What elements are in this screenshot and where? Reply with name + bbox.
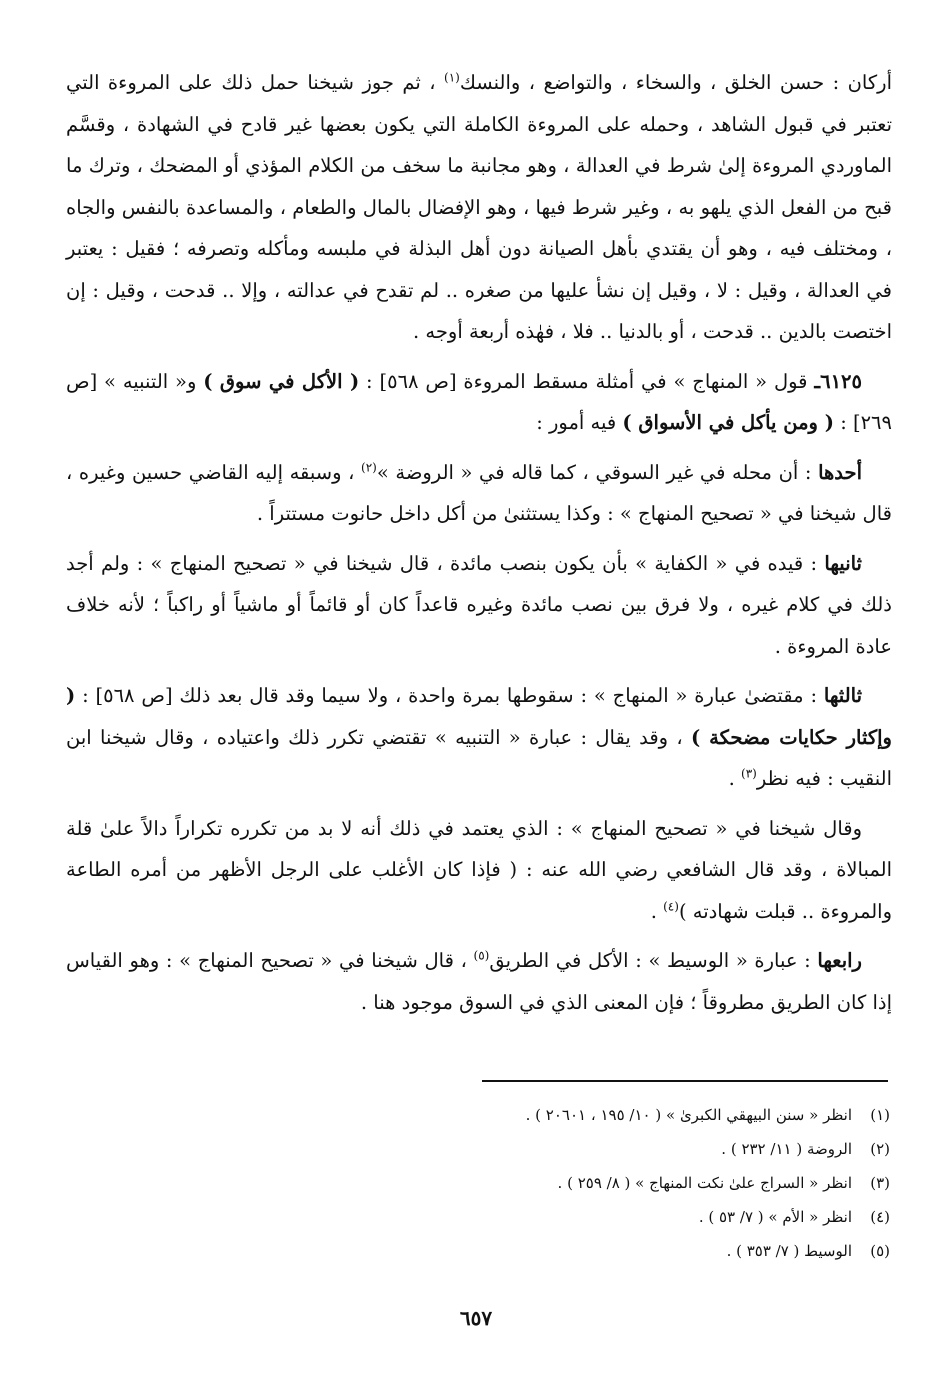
footnotes: [130, 1098, 890, 1268]
text-segment: ، ثم جوز شيخنا حمل ذلك على المروءة التي تعتبر في قبول الشاهد ، وحمله على المروءة الكاملة التي يكون بعضها غير قادح في الشهادة ، وقسَّم الماوردي المروءة إلىٰ شرط في العدالة ، وهو مجانبة ما سخف من الكلام المؤذي أو المضحك ، وترك ما قبح من الفعل الذي يلهو به ، وغير شرط فيها ، وهو الإفضال بالمال والطعام ، والمساعدة بالنفس والجاه ، ومختلف فيه ، وهو أن يقتدي بأهل الصيانة دون أهل البذلة في ملبسه ومأكله وتصرفه ؛ فقيل : يعتبر في العدالة ، وقيل : لا ، وقيل إن نشأ عليها من صغره .. لم تقدح في عدالته ، وإلا .. قدحت ، وقيل : إن اختصت بالدين .. قدحت ، أو بالدنيا .. فلا ، فهٰذه أربعة أوجه .: [66, 71, 892, 343]
quote-minhaj: ( الأكل في سوق ): [203, 369, 360, 393]
footnote-text: انظر « الأم » ( ٧/ ٥٣ ) .: [698, 1208, 852, 1226]
paragraph-7: [66, 940, 892, 1023]
paragraph-6: [66, 808, 892, 933]
footnote-4: [130, 1200, 890, 1234]
paragraph-3: [66, 452, 892, 535]
footnote-text: الروضة ( ١١/ ٢٣٢ ) .: [721, 1140, 852, 1158]
point-label-second: ثانيها: [824, 551, 862, 575]
paragraph-5: [66, 675, 892, 800]
text-segment: : قيده في « الكفاية » بأن يكون بنصب مائدة ، قال شيخنا في « تصحيح المنهاج » : ولم أجد ذلك في كلام غيره ، ولا فرق بين نصب مائدة وغيره قاعداً كان أو قائماً أو ماشياً أو راكباً ؛ لأنه خلاف عادة المروءة .: [66, 551, 892, 658]
text-segment: : مقتضىٰ عبارة « المنهاج » : سقوطها بمرة واحدة ، ولا سيما وقد قال بعد ذلك [ص ٥٦٨] :: [75, 684, 824, 707]
text-segment: و« التنبيه » [ص ٢٦٩] :: [66, 369, 892, 434]
text-segment: : عبارة « الوسيط » : الأكل في الطريق: [489, 949, 818, 972]
text-segment: ، وقد يقال : عبارة « التنبيه » تقتضي تكرر ذلك واعتياده ، وقال شيخنا ابن النقيب : فيه نظر: [66, 725, 892, 790]
quote-minhaj-2: ( وإكثار حكايات مضحكة ): [66, 684, 892, 749]
footnote-number: (١): [870, 1106, 890, 1124]
paragraph-4: [66, 543, 892, 668]
footnote-3: [130, 1166, 890, 1200]
footnote-2: [130, 1132, 890, 1166]
text-segment: أركان : حسن الخلق ، والسخاء ، والتواضع ، والنسك: [459, 71, 892, 94]
text-segment: .: [650, 899, 664, 923]
footnote-number: (٣): [870, 1174, 890, 1192]
text-segment: ، قال شيخنا في « تصحيح المنهاج » : وهو القياس إذا كان الطريق مطروقاً ؛ فإن المعنى الذي في السوق موجود هنا .: [66, 949, 892, 1014]
footnote-ref-2[interactable]: (٢): [361, 460, 377, 474]
footnote-text: انظر « سنن البيهقي الكبرىٰ » ( ١٠/ ١٩٥ ، ٢٠٦٠١ ) .: [525, 1106, 852, 1124]
footnote-ref-5[interactable]: (٥): [473, 948, 490, 963]
footnote-number: (٢): [870, 1140, 890, 1158]
footnote-divider: [482, 1080, 888, 1082]
footnote-number: (٥): [870, 1242, 890, 1260]
main-text: [66, 62, 892, 1031]
paragraph-1: [66, 62, 892, 353]
text-segment: وقال شيخنا في « تصحيح المنهاج » : الذي يعتمد في ذلك أنه لا بد من تكرره تكراراً دالاً علىٰ قلة المبالاة ، وقد قال الشافعي رضي الله عنه : ( فإذا كان الأغلب على الرجل الأظهر من أمره الطاعة والمروءة .. قبلت شهادته ): [66, 816, 892, 923]
text-segment: : أن محله في غير السوقي ، كما قاله في « الروضة »: [376, 460, 819, 484]
point-label-first: أحدها: [818, 460, 862, 484]
entry-number: ٦١٢٥ـ: [814, 369, 862, 393]
text-segment: قول « المنهاج » في أمثلة مسقط المروءة [ص ٥٦٨] :: [359, 369, 815, 393]
footnote-ref-4[interactable]: (٤): [663, 899, 679, 913]
footnote-number: (٤): [870, 1208, 890, 1226]
footnote-ref-3[interactable]: (٣): [741, 766, 757, 781]
paragraph-2: [66, 361, 892, 444]
point-label-third: ثالثها: [823, 684, 862, 707]
footnote-1: [130, 1098, 890, 1132]
text-segment: ، وسبقه إليه القاضي حسين وغيره ، قال شيخنا في « تصحيح المنهاج » : وكذا يستثنىٰ من أكل داخل حانوت مستتراً .: [66, 460, 892, 525]
page-number: ٦٥٧: [459, 1306, 493, 1330]
footnote-5: [130, 1234, 890, 1268]
footnote-text: الوسيط ( ٧/ ٣٥٣ ) .: [726, 1242, 852, 1260]
footnote-text: انظر « السراج علىٰ نكت المنهاج » ( ٨/ ٢٥٩ ) .: [557, 1174, 852, 1192]
quote-tanbih: ( ومن يأكل في الأسواق ): [622, 411, 834, 434]
point-label-fourth: رابعها: [817, 949, 862, 972]
text-segment: فيه أمور :: [536, 411, 623, 434]
footnote-ref-1[interactable]: (١): [444, 70, 460, 85]
text-segment: .: [728, 767, 742, 790]
